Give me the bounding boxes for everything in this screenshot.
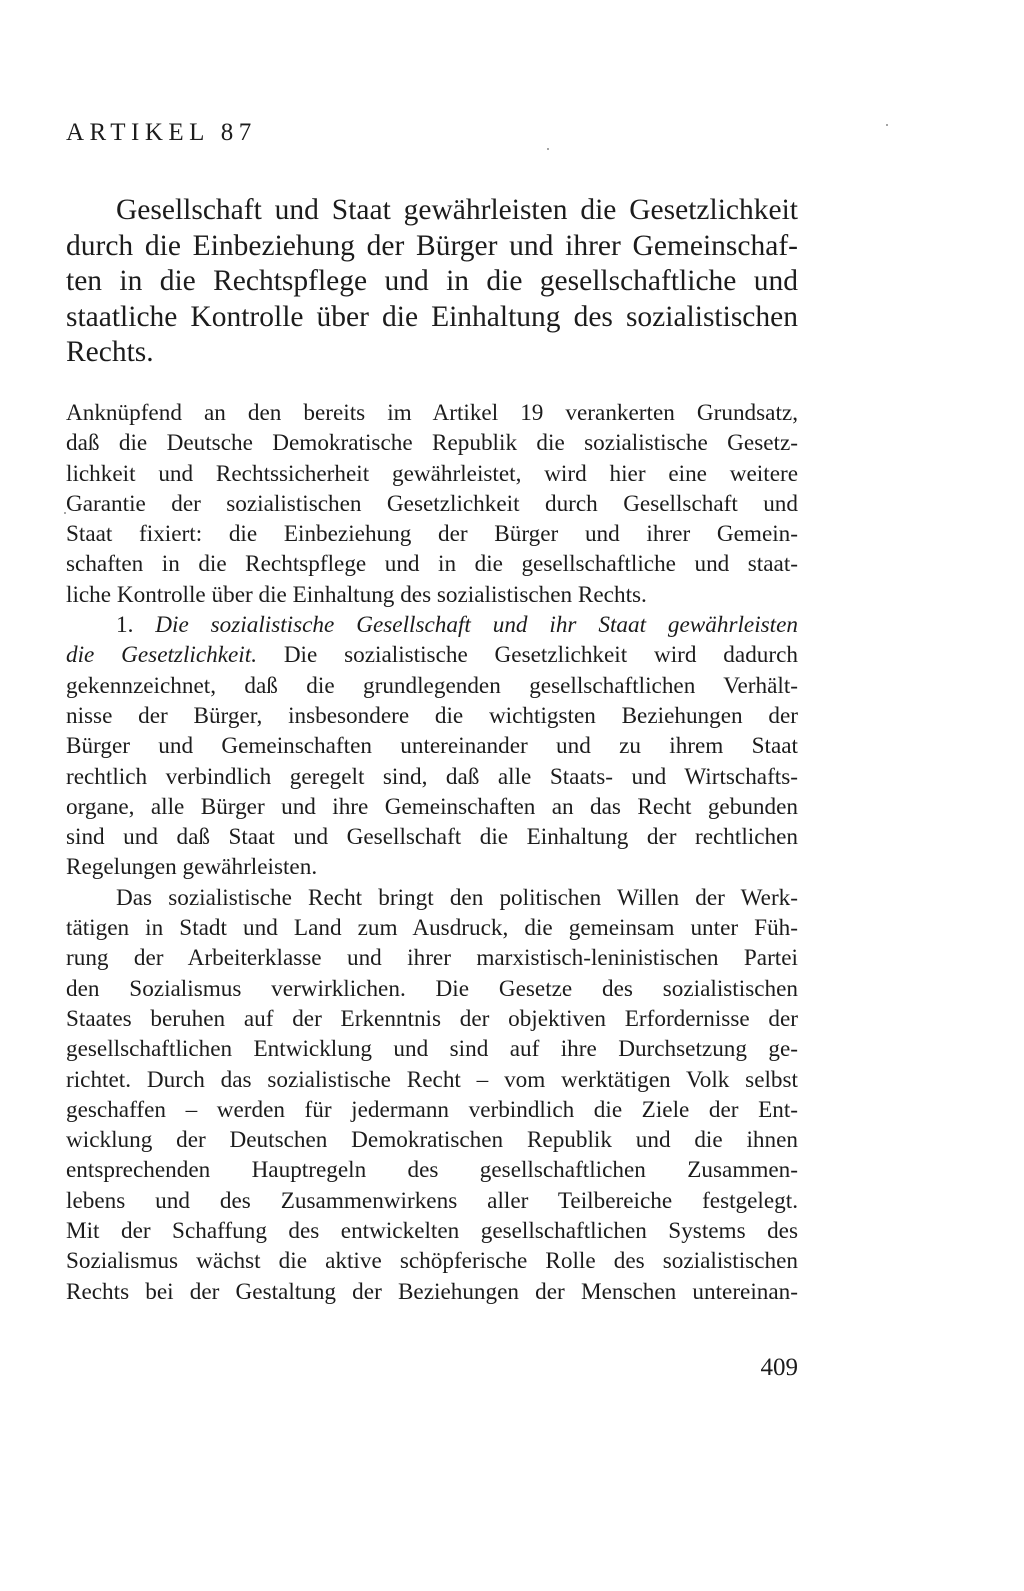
scan-speck [547,148,549,150]
paragraph-3-line: Staates beruhen auf der Erkenntnis der objektiven Erfordernisse der [66,1005,798,1032]
paragraph-2-line [66,640,798,670]
paragraph-1-line: daß die Deutsche Demokratische Republik die sozialistische Gesetz- [66,430,798,457]
paragraph-2-line: gekennzeichnet, daß die grundlegenden gesellschaftlichen Verhält- [66,672,798,699]
paragraph-1-line: Garantie der sozialistischen Gesetzlichkeit durch Gesellschaft und [66,490,798,517]
paragraph-2-line: sind und daß Staat und Gesellschaft die Einhaltung der rechtlichen [66,824,798,851]
paragraph-3-line: lebens und des Zusammenwirkens aller Teilbereiche festgelegt. [66,1187,798,1214]
paragraph-1-line: schaften in die Rechtspflege und in die gesellschaftliche und staat- [66,551,798,578]
paragraph-1-line: liche Kontrolle über die Einhaltung des sozialistischen Rechts. [66,581,647,608]
article-text-line: durch die Einbeziehung der Bürger und ihrer Gemeinschaf- [66,229,798,262]
paragraph-2-text: Die sozialistische Gesetzlichkeit wird dadurch [283,642,798,669]
page-number: 409 [760,1354,798,1381]
paragraph-3-line: richtet. Durch das sozialistische Recht – vom werktätigen Volk selbst [66,1066,798,1093]
paragraph-3-line: Mit der Schaffung des entwickelten gesellschaftlichen Systems des [66,1218,798,1245]
section-number: 1. [116,612,134,639]
article-text [66,193,798,371]
paragraph-3-line: den Sozialismus verwirklichen. Die Gesetze des sozialistischen [66,975,798,1002]
paragraph-1-line: Anknüpfend an den bereits im Artikel 19 verankerten Grundsatz, [66,400,798,426]
paragraph-1-line: Staat fixiert: die Einbeziehung der Bürger und ihrer Gemein- [66,521,798,548]
article-heading: ARTIKEL 87 [66,119,257,146]
paragraph-2-line: nisse der Bürger, insbesondere die wichtigsten Beziehungen der [66,702,798,729]
paragraph-3-line: rung der Arbeiterklasse und ihrer marxistisch-leninistischen Partei [66,945,798,972]
paragraph-2-line: Regelungen gewährleisten. [66,854,318,881]
scan-speck [886,124,888,126]
paragraph-2-line: rechtlich verbindlich geregelt sind, daß alle Staats- und Wirtschafts- [66,763,798,790]
paragraph-3-line: Rechts bei der Gestaltung der Beziehungen der Menschen untereinan- [66,1278,798,1305]
paragraph-3-line: gesellschaftlichen Entwicklung und sind auf ihre Durchsetzung ge- [66,1036,798,1063]
paragraph-2-line [66,610,798,640]
article-text-line: ten in die Rechtspflege und in die gesellschaftliche und [66,265,798,297]
article-text-line: staatliche Kontrolle über die Einhaltung des sozialistischen [66,300,798,333]
scan-speck [64,512,66,514]
article-text-line: Rechts. [66,336,154,368]
article-text-line: Gesellschaft und Staat gewährleisten die Gesetzlichkeit [116,194,798,226]
section-title-part-2: die Gesetzlichkeit. [66,642,257,669]
section-title-part-1: Die sozialistische Gesellschaft und ihr Staat gewährleisten [155,612,798,639]
paragraph-2-line: organe, alle Bürger und ihre Gemeinschaften an das Recht gebunden [66,793,798,820]
paragraph-3-line: wicklung der Deutschen Demokratischen Republik und die ihnen [66,1127,798,1154]
paragraph-3-line: entsprechenden Hauptregeln des gesellschaftlichen Zusammen- [66,1157,798,1184]
paragraph-3-line: Das sozialistische Recht bringt den politischen Willen der Werk- [116,884,798,911]
commentary-body [66,398,798,1307]
paragraph-3-line: geschaffen – werden für jedermann verbindlich die Ziele der Ent- [66,1096,798,1123]
paragraph-3-line: Sozialismus wächst die aktive schöpferische Rolle des sozialistischen [66,1248,798,1275]
paragraph-3-line: tätigen in Stadt und Land zum Ausdruck, die gemeinsam unter Füh- [66,915,798,942]
paragraph-1-line: lichkeit und Rechtssicherheit gewährleistet, wird hier eine weitere [66,460,798,487]
paragraph-2-line: Bürger und Gemeinschaften untereinander und zu ihrem Staat [66,733,798,760]
